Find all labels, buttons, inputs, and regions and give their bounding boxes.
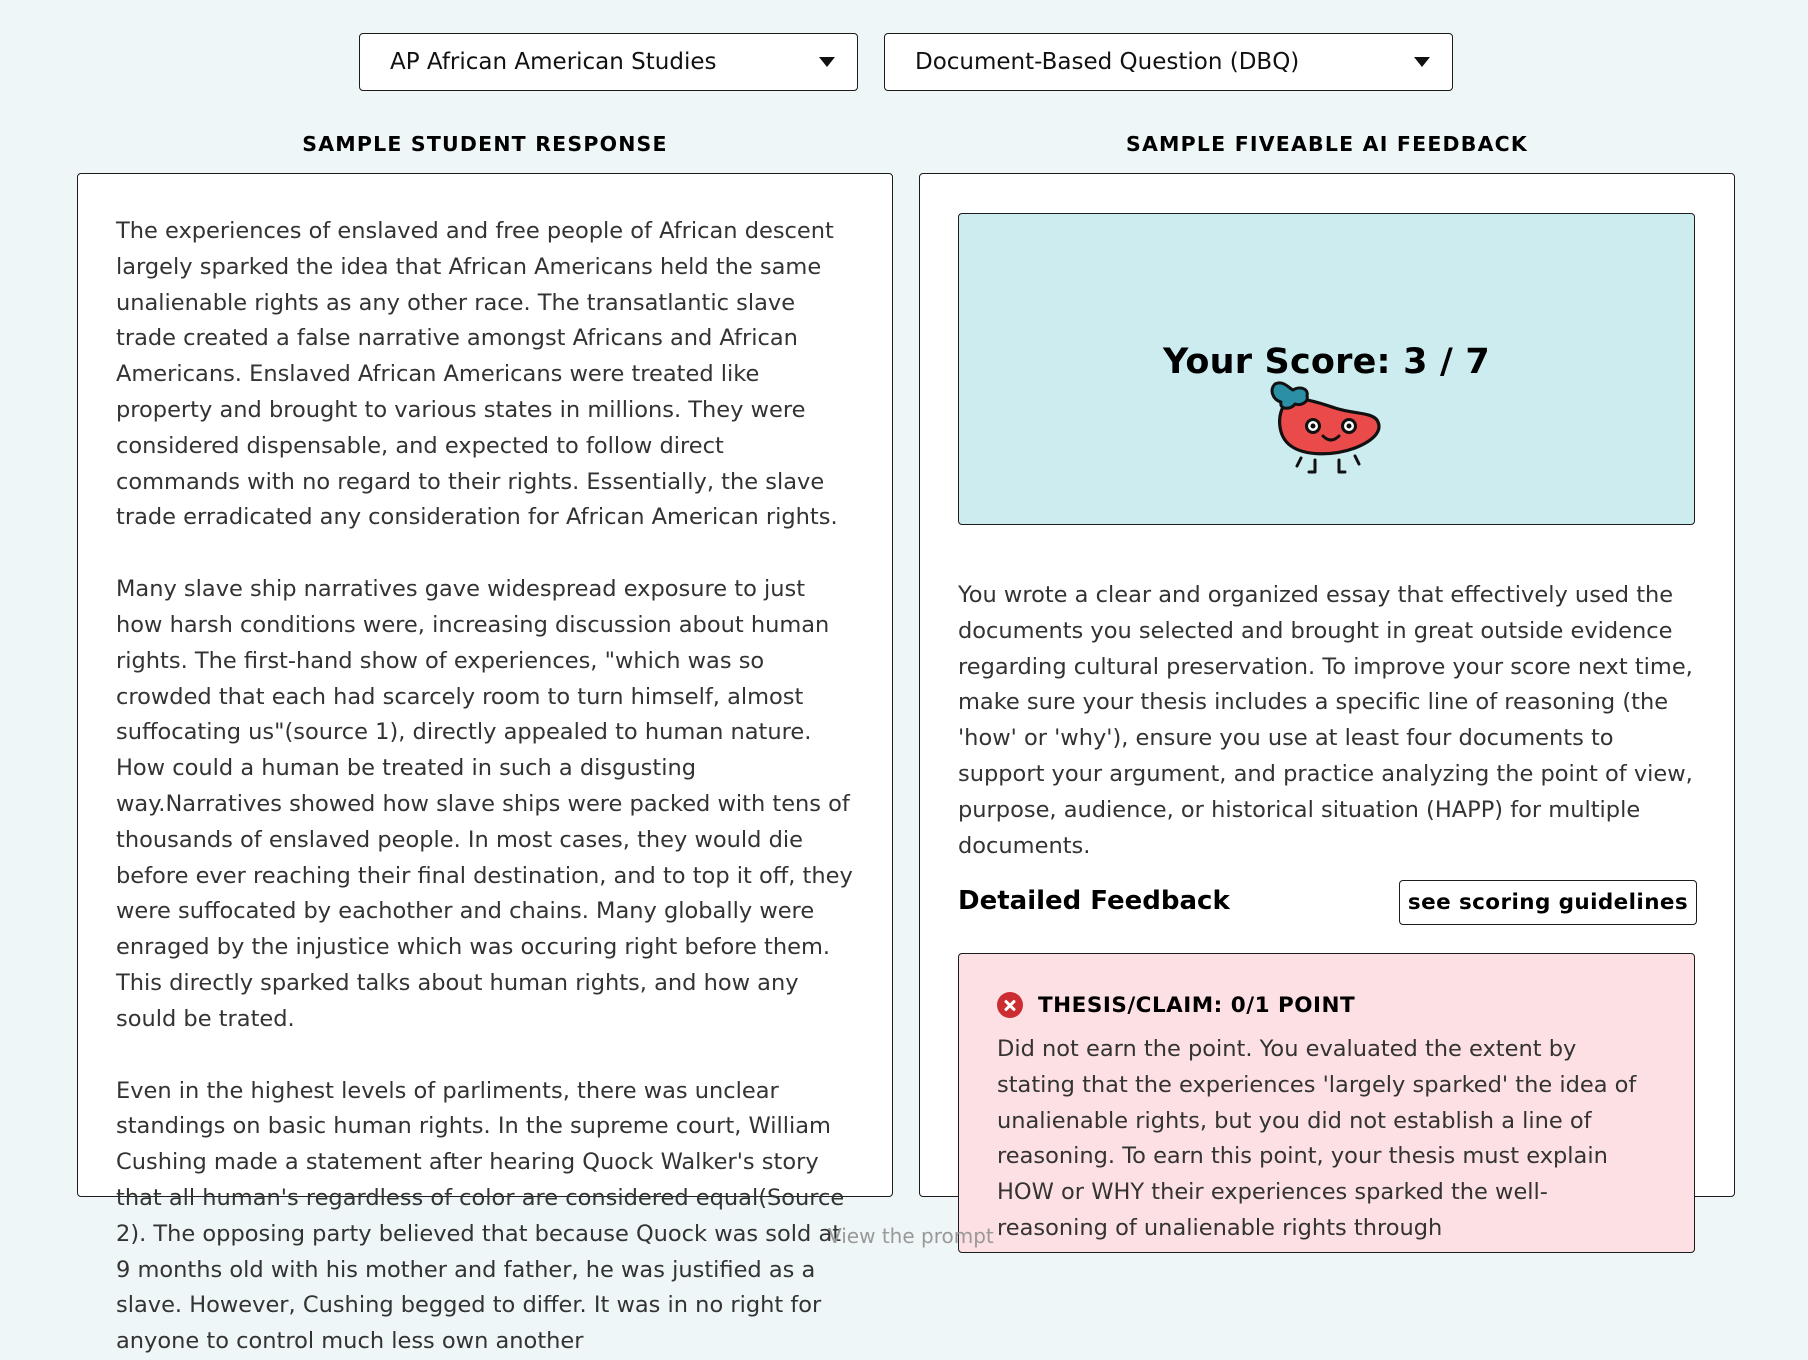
chevron-down-icon — [1414, 57, 1430, 67]
subject-select[interactable] — [359, 33, 858, 91]
feedback-item-title-row — [997, 992, 1656, 1018]
essay-paragraph: Even in the highest levels of parliments, there was unclear standings on basic human rights. In the supreme court, William Cushing made a statement after hearing Quock Walker's story that all human's regardless of color are considered equal(Source 2). The opposing party believed that because Quock was sold at 9 months old with his mother and father, he was justified as a slave. However, Cushing begged to differ. It was in no right for anyone to control much less own another — [116, 1077, 845, 1355]
essay-text — [78, 174, 892, 1360]
feedback-item-body: Did not earn the point. You evaluated the extent by stating that the experiences 'largely sparked' the idea of unalienable rights, but you did not establish a line of reasoning. To earn this point, your thesis must explain HOW or WHY their experiences sparked the well-reasoning of unalienable rights through — [997, 1036, 1637, 1241]
ai-feedback-panel[interactable] — [919, 173, 1735, 1241]
pepper-mascot-icon — [1265, 374, 1389, 478]
essay-paragraph: The experiences of enslaved and free people of African descent largely sparked the idea that African Americans held the same unalienable rights as any other race. The transatlantic slave trade created a false narrative amongst Africans and African Americans. Enslaved African Americans were treated like property and brought to various states in millions. They were considered dispensable, and expected to follow direct commands with no regard to their rights. Essentially, the slave trade erradicated any consideration for African American rights. — [116, 218, 838, 531]
feedback-summary: You wrote a clear and organized essay that effectively used the documents you selected and brought in great outside evidence regarding cultural preservation. To improve your score next time, make sure your thesis includes a specific line of reasoning (the 'how' or 'why'), ensure you use at least four documents to support your argument, and practice analyzing the point of view, purpose, audience, or historical situation (HAPP) for multiple documents. — [958, 582, 1693, 859]
scoring-guidelines-button[interactable]: see scoring guidelines — [1399, 880, 1697, 925]
feedback-item-title: THESIS/CLAIM: 0/1 POINT — [1038, 992, 1356, 1018]
score-card — [958, 213, 1695, 525]
question-type-select[interactable] — [884, 33, 1453, 91]
subject-select-value: AP African American Studies — [390, 49, 717, 75]
error-x-icon — [997, 992, 1023, 1018]
view-prompt-link[interactable]: View the prompt — [828, 1224, 994, 1248]
chevron-down-icon — [819, 57, 835, 67]
student-response-panel[interactable] — [77, 173, 893, 1355]
ai-feedback-heading: SAMPLE FIVEABLE AI FEEDBACK — [1126, 132, 1528, 156]
score-label: Your Score: 3 / 7 — [1163, 342, 1490, 382]
detailed-feedback-heading: Detailed Feedback — [958, 886, 1230, 916]
student-response-heading: SAMPLE STUDENT RESPONSE — [302, 132, 668, 156]
feedback-item-thesis — [958, 953, 1695, 1253]
essay-paragraph: Many slave ship narratives gave widespread exposure to just how harsh conditions were, increasing discussion about human rights. The first-hand show of experiences, "which was so crowded that each had scarcely room to turn himself, almost suffocating us"(source 1), directly appealed to human nature. How could a human be treated in such a disgusting way.Narratives showed how slave ships were packed with tens of thousands of enslaved people. In most cases, they would die before ever reaching their final destination, and to top it off, they were suffocated by eachother and chains. Many globally were enraged by the injustice which was occuring right before them. This directly sparked talks about human rights, and how any sould be trated. — [116, 576, 853, 1032]
question-type-select-value: Document-Based Question (DBQ) — [915, 49, 1300, 75]
